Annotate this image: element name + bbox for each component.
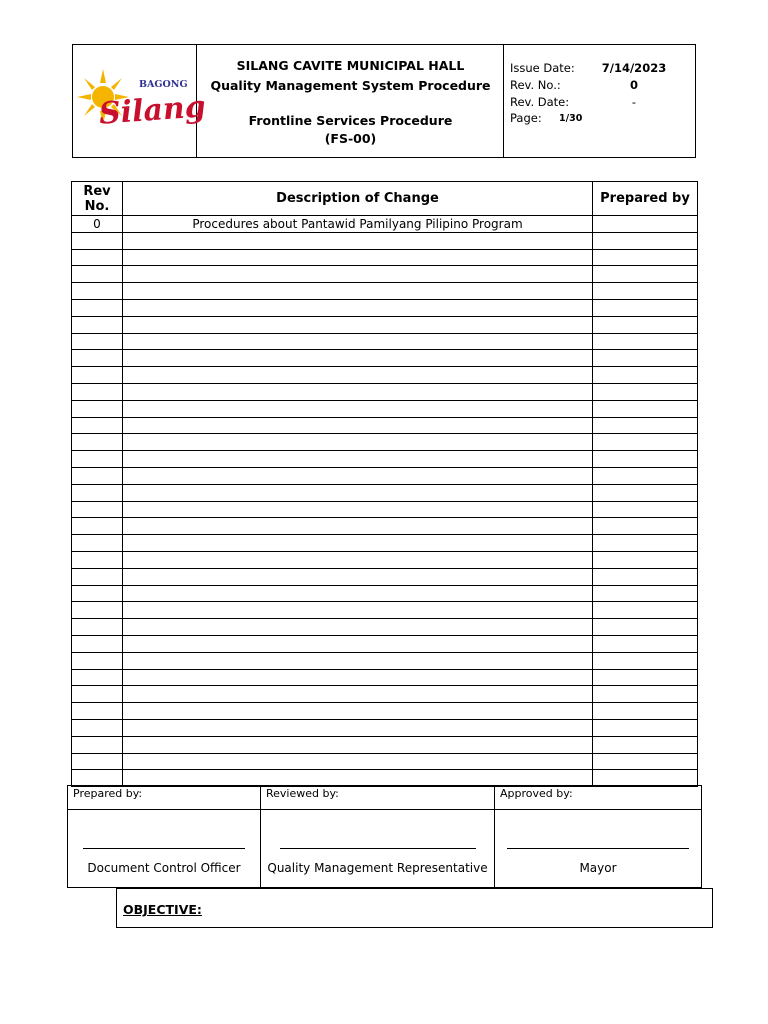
table-row [72, 568, 698, 585]
prepared-by-label: Prepared by: [68, 786, 261, 810]
table-row [72, 551, 698, 568]
table-row [72, 652, 698, 669]
description-cell [123, 451, 593, 468]
description-cell [123, 367, 593, 384]
logo-top-text: BAGONG [139, 79, 188, 90]
objective-label: OBJECTIVE: [123, 902, 202, 917]
prepared-by-cell [593, 518, 698, 535]
rev-cell [72, 299, 123, 316]
table-row [72, 635, 698, 652]
table-row [72, 383, 698, 400]
table-row [72, 249, 698, 266]
table-row [72, 232, 698, 249]
page-label: Page: [510, 111, 542, 125]
description-cell [123, 736, 593, 753]
rev-cell [72, 753, 123, 770]
approved-signature-cell [495, 810, 702, 888]
bagong-silang-logo [79, 67, 207, 139]
rev-cell [72, 635, 123, 652]
table-row [72, 736, 698, 753]
rev-cell [72, 484, 123, 501]
rev-cell [72, 719, 123, 736]
description-cell [123, 400, 593, 417]
rev-cell [72, 283, 123, 300]
prepared-by-cell [593, 602, 698, 619]
document-header [72, 44, 696, 158]
table-row [72, 535, 698, 552]
prepared-by-name: Document Control Officer [87, 861, 241, 875]
rev-cell [72, 585, 123, 602]
description-cell [123, 467, 593, 484]
table-row [72, 753, 698, 770]
rev-cell: 0 [72, 216, 123, 233]
rev-cell [72, 602, 123, 619]
prepared-by-cell [593, 535, 698, 552]
document-meta [504, 45, 695, 157]
prepared-by-cell [593, 417, 698, 434]
rev-cell [72, 703, 123, 720]
issue-date-value: 7/14/2023 [601, 61, 667, 75]
prepared-by-cell [593, 484, 698, 501]
logo-cell [73, 45, 207, 157]
table-row [72, 400, 698, 417]
rev-cell [72, 417, 123, 434]
description-cell [123, 619, 593, 636]
rev-no-header: Rev No. [72, 182, 123, 216]
description-cell [123, 501, 593, 518]
prepared-by-cell [593, 467, 698, 484]
revision-history-table [71, 181, 698, 787]
table-row [72, 467, 698, 484]
description-cell [123, 635, 593, 652]
description-cell [123, 484, 593, 501]
signature-line [507, 848, 689, 849]
description-cell [123, 719, 593, 736]
table-row [72, 719, 698, 736]
rev-cell [72, 316, 123, 333]
rev-date-label: Rev. Date: [510, 95, 570, 109]
rev-cell [72, 333, 123, 350]
prepared-by-cell [593, 451, 698, 468]
prepared-by-cell [593, 753, 698, 770]
description-cell [123, 232, 593, 249]
description-cell [123, 316, 593, 333]
approved-by-name: Mayor [579, 861, 617, 875]
rev-cell [72, 619, 123, 636]
reviewed-signature-cell [261, 810, 495, 888]
rev-no-label: Rev. No.: [510, 78, 561, 92]
rev-cell [72, 736, 123, 753]
rev-cell [72, 400, 123, 417]
description-header: Description of Change [123, 182, 593, 216]
rev-cell [72, 451, 123, 468]
prepared-by-cell [593, 501, 698, 518]
prepared-by-cell [593, 585, 698, 602]
table-row [72, 484, 698, 501]
table-row [72, 417, 698, 434]
description-cell: Procedures about Pantawid Pamilyang Pilipino Program [123, 216, 593, 233]
rev-cell [72, 232, 123, 249]
prepared-by-cell [593, 434, 698, 451]
prepared-by-cell [593, 350, 698, 367]
prepared-by-cell [593, 669, 698, 686]
rev-cell [72, 518, 123, 535]
rev-cell [72, 350, 123, 367]
description-cell [123, 753, 593, 770]
table-row [72, 703, 698, 720]
procedure-name: Frontline Services Procedure [248, 113, 453, 128]
logo-main-text: Silang [97, 89, 207, 132]
rev-cell [72, 249, 123, 266]
system-name: Quality Management System Procedure [210, 78, 491, 93]
signature-line [83, 848, 245, 849]
rev-cell [72, 434, 123, 451]
prepared-by-cell [593, 367, 698, 384]
prepared-by-cell [593, 619, 698, 636]
issue-date-label: Issue Date: [510, 61, 575, 75]
description-cell [123, 535, 593, 552]
rev-no-value: 0 [629, 78, 638, 92]
description-cell [123, 266, 593, 283]
table-row [72, 619, 698, 636]
prepared-by-cell [593, 216, 698, 233]
table-row [72, 518, 698, 535]
description-cell [123, 686, 593, 703]
prepared-by-cell [593, 400, 698, 417]
rev-cell [72, 383, 123, 400]
description-cell [123, 283, 593, 300]
table-row [72, 501, 698, 518]
description-cell [123, 703, 593, 720]
prepared-by-cell [593, 652, 698, 669]
description-cell [123, 551, 593, 568]
prepared-by-cell [593, 703, 698, 720]
table-row [72, 283, 698, 300]
rev-cell [72, 652, 123, 669]
description-cell [123, 602, 593, 619]
rev-cell [72, 467, 123, 484]
table-row [72, 350, 698, 367]
table-row [72, 434, 698, 451]
prepared-by-cell [593, 719, 698, 736]
signature-block [67, 785, 702, 888]
description-cell [123, 518, 593, 535]
prepared-by-cell [593, 551, 698, 568]
reviewed-by-label: Reviewed by: [261, 786, 495, 810]
description-cell [123, 568, 593, 585]
table-row [72, 669, 698, 686]
prepared-by-header: Prepared by [593, 182, 698, 216]
rev-cell [72, 686, 123, 703]
table-header-row [72, 182, 698, 216]
prepared-by-cell [593, 568, 698, 585]
table-row [72, 451, 698, 468]
table-row [72, 216, 698, 233]
table-row [72, 299, 698, 316]
title-cell [197, 45, 504, 157]
prepared-by-cell [593, 283, 698, 300]
reviewed-by-name: Quality Management Representative [267, 861, 488, 875]
rev-cell [72, 551, 123, 568]
description-cell [123, 299, 593, 316]
procedure-code: (FS-00) [324, 131, 377, 146]
rev-cell [72, 367, 123, 384]
description-cell [123, 669, 593, 686]
rev-cell [72, 568, 123, 585]
table-row [72, 333, 698, 350]
description-cell [123, 585, 593, 602]
description-cell [123, 652, 593, 669]
prepared-by-cell [593, 232, 698, 249]
description-cell [123, 383, 593, 400]
page-value: 1/30 [559, 113, 583, 124]
prepared-by-cell [593, 736, 698, 753]
objective-box [116, 888, 713, 928]
prepared-by-cell [593, 333, 698, 350]
table-row [72, 266, 698, 283]
description-cell [123, 417, 593, 434]
prepared-signature-cell [68, 810, 261, 888]
prepared-by-cell [593, 686, 698, 703]
prepared-by-cell [593, 383, 698, 400]
rev-cell [72, 535, 123, 552]
prepared-by-cell [593, 316, 698, 333]
description-cell [123, 333, 593, 350]
prepared-by-cell [593, 635, 698, 652]
table-row [72, 686, 698, 703]
description-cell [123, 350, 593, 367]
rev-cell [72, 501, 123, 518]
table-row [72, 367, 698, 384]
approved-by-label: Approved by: [495, 786, 702, 810]
description-cell [123, 434, 593, 451]
table-row [72, 602, 698, 619]
rev-date-value: - [631, 95, 637, 109]
org-name: SILANG CAVITE MUNICIPAL HALL [236, 58, 465, 73]
prepared-by-cell [593, 299, 698, 316]
signature-line [280, 848, 476, 849]
rev-cell [72, 266, 123, 283]
rev-cell [72, 669, 123, 686]
table-row [72, 316, 698, 333]
prepared-by-cell [593, 266, 698, 283]
table-row [72, 585, 698, 602]
description-cell [123, 249, 593, 266]
prepared-by-cell [593, 249, 698, 266]
